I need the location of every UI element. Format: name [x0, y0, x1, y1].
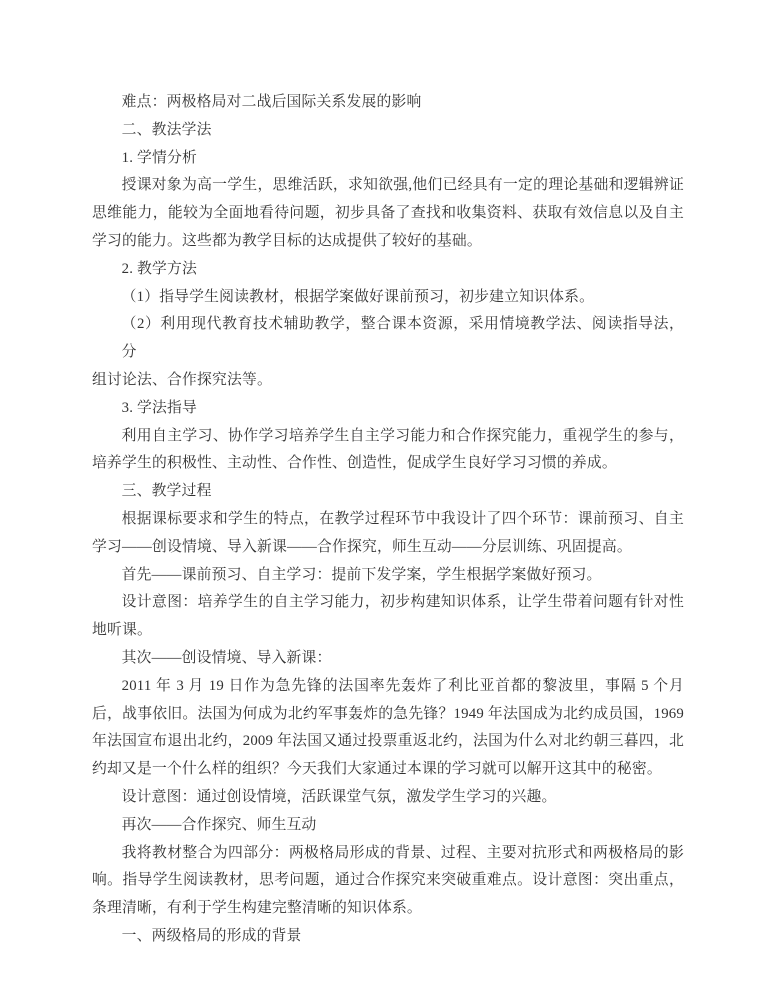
text-line: 根据课标要求和学生的特点，在教学过程环节中我设计了四个环节：课前预习、自主 — [121, 510, 684, 527]
text-line: 利用自主学习、协作学习培养学生自主学习能力和合作探究能力，重视学生的参与， — [121, 427, 684, 444]
text-line: 后，战事依旧。法国为何成为北约军事轰炸的急先锋？1949 年法国成为北约成员国，1969 — [92, 705, 684, 722]
text-line: 1. 学情分析 — [121, 149, 197, 166]
text-line: 二、教法学法 — [121, 121, 212, 138]
text-line: 思维能力，能较为全面地看待问题，初步具备了查找和收集资料、获取有效信息以及自主 — [92, 205, 684, 222]
text-line: （2）利用现代教育技术辅助教学，整合课本资源，采用情境教学法、阅读指导法，分 — [121, 316, 684, 361]
text-line: 响。指导学生阅读教材，思考问题，通过合作探究来突破重难点。设计意图：突出重点， — [92, 872, 684, 889]
text-line: 难点：两极格局对二战后国际关系发展的影响 — [121, 94, 422, 110]
text-line: 我将教材整合为四部分：两极格局形成的背景、过程、主要对抗形式和两极格局的影 — [121, 844, 684, 861]
text-line: 学习的能力。这些都为教学目标的达成提供了较好的基础。 — [92, 232, 482, 249]
text-line: 地听课。 — [92, 622, 152, 639]
text-line: 条理清晰，有利于学生构建完整清晰的知识体系。 — [92, 900, 422, 917]
text-line: 培养学生的积极性、主动性、合作性、创造性，促成学生良好学习习惯的养成。 — [92, 455, 617, 472]
text-block — [92, 89, 684, 951]
text-line: 3. 学法指导 — [121, 399, 197, 416]
text-line: 首先——课前预习、自主学习：提前下发学案，学生根据学案做好预习。 — [121, 566, 602, 583]
text-line: 一、两级格局的形成的背景 — [121, 927, 302, 944]
text-line: 三、教学过程 — [121, 483, 212, 500]
text-line: 其次——创设情境、导入新课： — [121, 649, 332, 666]
text-line: 2011 年 3 月 19 日作为急先锋的法国率先轰炸了利比亚首都的黎波里，事隔 5 个月 — [121, 677, 684, 694]
text-line: 组讨论法、合作探究法等。 — [92, 371, 272, 388]
text-line: 学习——创设情境、导入新课——合作探究，师生互动——分层训练、巩固提高。 — [92, 538, 632, 555]
text-line: 2. 教学方法 — [121, 260, 197, 277]
text-line: 设计意图：通过创设情境，活跃课堂气氛，激发学生学习的兴趣。 — [121, 788, 557, 805]
text-line: （1）指导学生阅读教材，根据学案做好课前预习，初步建立知识体系。 — [121, 288, 595, 305]
text-line: 授课对象为高一学生，思维活跃，求知欲强,他们已经具有一定的理论基础和逻辑辨证 — [121, 177, 684, 194]
text-line: 年法国宣布退出北约，2009 年法国又通过投票重返北约，法国为什么对北约朝三暮四，北 — [92, 733, 684, 750]
text-line: 约却又是一个什么样的组织？今天我们大家通过本课的学习就可以解开这其中的秘密。 — [92, 761, 662, 778]
text-line: 设计意图：培养学生的自主学习能力，初步构建知识体系，让学生带着问题有针对性 — [121, 594, 684, 611]
text-line: 再次——合作探究、师生互动 — [121, 816, 317, 833]
